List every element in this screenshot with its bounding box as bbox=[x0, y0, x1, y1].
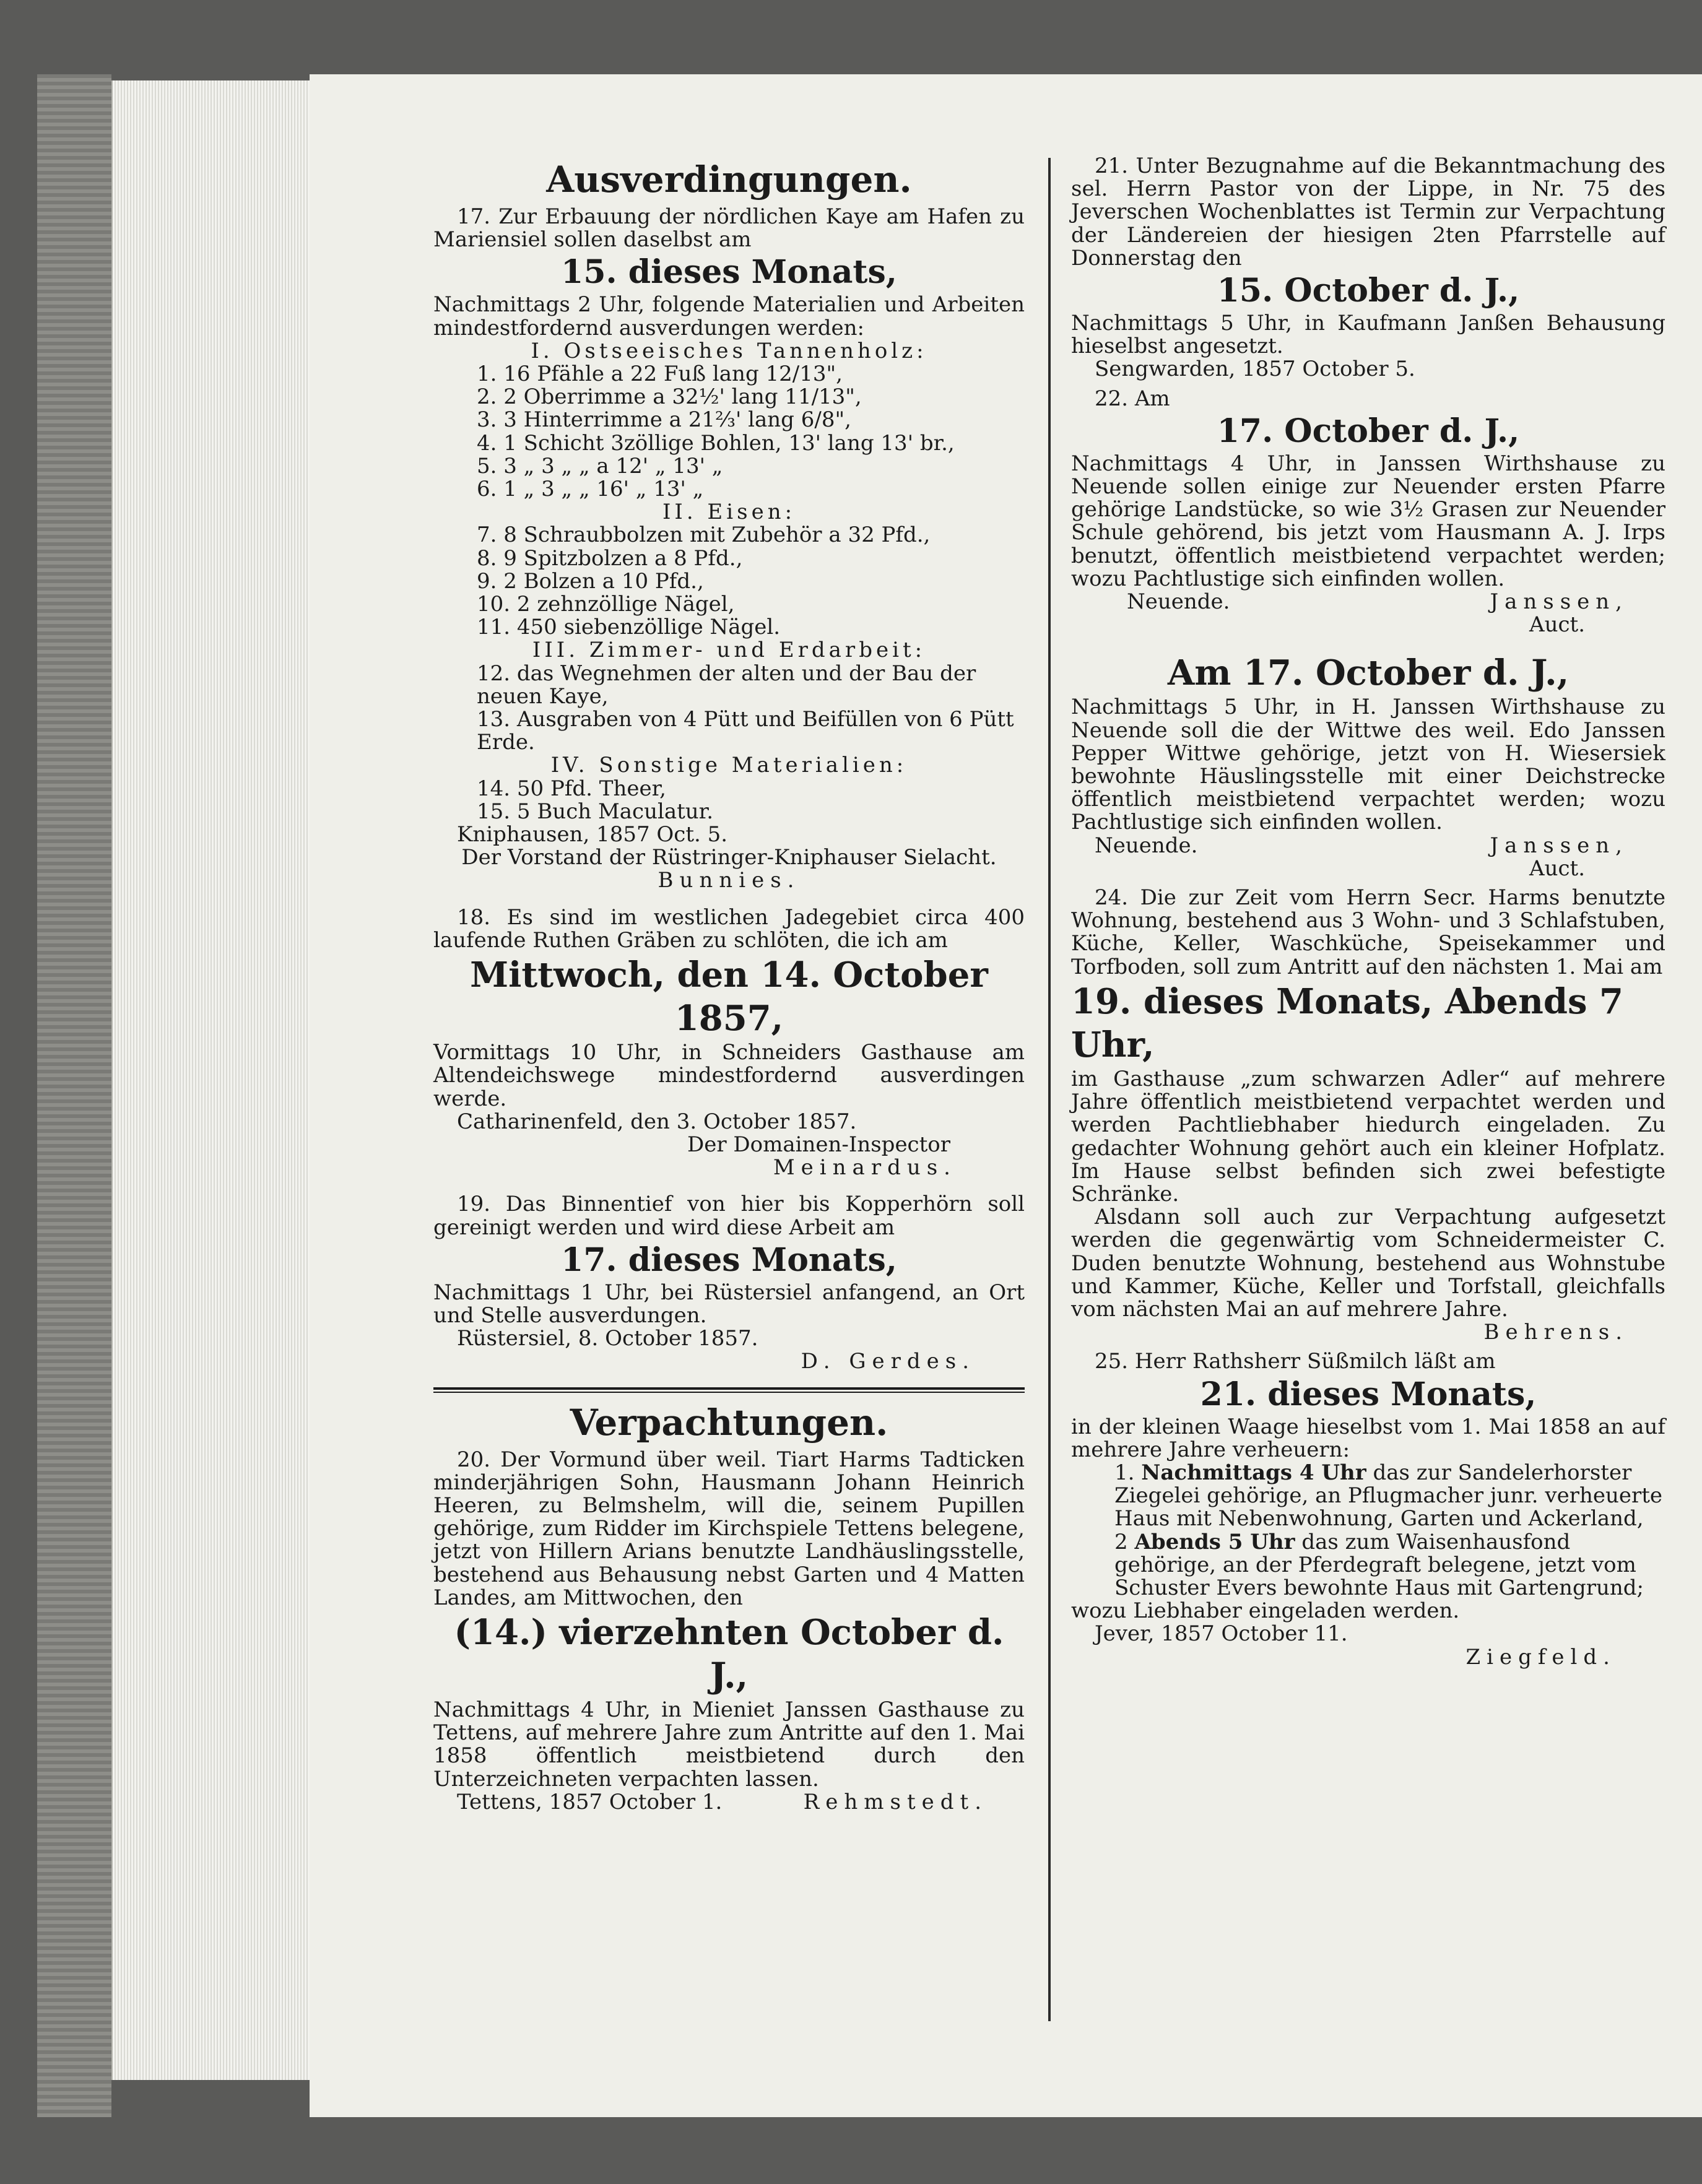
notice-place: Neuende. bbox=[1127, 589, 1230, 615]
signature: Behrens. bbox=[1483, 1320, 1628, 1345]
list-item: 10. 2 zehnzöllige Nägel, bbox=[477, 592, 735, 617]
notice-date: Mittwoch, den 14. October 1857, bbox=[470, 955, 988, 1039]
signature: Meinardus. bbox=[773, 1155, 957, 1181]
notice-17: 17. Zur Erbauung der nördlichen Kaye am Hafen zu Mariensiel sollen daselbst am 15. dieses Monats, Nachmittags 2 Uhr, folgende Materialien und Arbeiten mindestfordernd ausverdungen werden: I. Ostseeisches Tannenholz: 1. 16 Pfähle a 22 Fuß lang 12/13", 2. 2 Oberrimme a 32½' lang 11/13", 3. 3 Hinterrimme a 21⅔' lang 6/8", 4. 1 Schicht 3zöllige Bohlen, 13' lang 13' br., 5. 3 „ 3 „ „ a 12' „ 13' „ 6. 1 „ 3 „ „ 16' „ 13' „ II. Eisen: 7. 8 Schraubbolzen mit Zubehör a 32 Pfd., 8. 9 Spitzbolzen a 8 Pfd., 9. 2 Bolzen a 10 Pfd., 10. 2 zehnzöllige Nägel, 11. 450 siebenzöllige Nägel. III. Zimmer- und Erdarbeit: 12. das Wegnehmen der alten und der Bau der neuen Kaye, 13. Ausgraben von 4 Pütt und Beifüllen von 6 Pütt Erde. IV. Sonstige Materialien: 14. 50 Pfd. Theer, 15. 5 Buch Maculatur. Kniphausen, 1857 Oct. 5. Der Vorstand der Rüstringer-Kniphauser Sielacht. Bunnies. bbox=[433, 204, 1025, 893]
notice-20: 20. Der Vormund über weil. Tiart Harms Tadticken minderjährigen Sohn, Hausmann Johann Heinrich Heeren, zu Belmshelm, will die, seinem Pupillen gehörige, zum Ridder im Kirchspiele Tettens belegene, jetzt von Hillern Arians benutzte Landhäuslingsstelle, bestehend aus Behausung nebst Garten und 4 Matten Landes, am Mittwochen, den (14.) vierzehnten October d. J., Nachmittags 4 Uhr, in Mieniet Janssen Gasthause zu Tettens, auf mehrere Jahre zum Antritte auf den 1. Mai 1858 öffentlich meistbietend durch den Unterzeichneten verpachten lassen. Tettens, 1857 October 1. Rehmstedt. bbox=[433, 1447, 1025, 1814]
notice-date: 15. dieses Monats, bbox=[561, 253, 897, 292]
notice-place: Jever, 1857 October 11. bbox=[1095, 1621, 1348, 1647]
section-heading-verpachtungen: Verpachtungen. bbox=[570, 1401, 888, 1444]
notice-place: Rüstersiel, 8. October 1857. bbox=[457, 1326, 758, 1351]
notice-date: 17. dieses Monats, bbox=[561, 1241, 897, 1279]
newspaper-page bbox=[310, 74, 1702, 2117]
left-column bbox=[433, 155, 1025, 1814]
signature: Janssen, bbox=[1490, 589, 1628, 615]
list-item: 1. 16 Pfähle a 22 Fuß lang 12/13", bbox=[477, 362, 843, 387]
notice-date: 17. October d. J., bbox=[1217, 412, 1520, 450]
list-item: 8. 9 Spitzbolzen a 8 Pfd., bbox=[477, 545, 743, 571]
list-item: 2 Abends 5 Uhr das zum Waisenhausfond gehörige, an der Pferdegraft belegene, jetzt vom Schuster Evers bewohnte Haus mit Gartengrund; bbox=[1114, 1529, 1644, 1600]
group-title: III. Zimmer- und Erdarbeit: bbox=[532, 638, 926, 663]
notice-22: 22. Am 17. October d. J., Nachmittags 4 Uhr, in Janssen Wirthshause zu Neuende sollen einige zur Neuender ersten Pfarre gehörige Landstücke, so wie 3½ Grasen zur Neuender Schule gehörend, bis jetzt vom Hausmann A. J. Irps benutzt, öffentlich meistbietend verpachtet werden; wozu Pachtlustige sich einfinden wollen. Neuende. Janssen, Auct. bbox=[1071, 386, 1665, 638]
signature: Bunnies. bbox=[658, 868, 801, 893]
page-edges bbox=[111, 80, 317, 2080]
list-item: 14. 50 Pfd. Theer, bbox=[477, 776, 666, 801]
list-item: 4. 1 Schicht 3zöllige Bohlen, 13' lang 13' br., bbox=[477, 430, 955, 456]
notice-19: 19. Das Binnentief von hier bis Kopperhörn soll gereinigt werden und wird diese Arbeit am 17. dieses Monats, Nachmittags 1 Uhr, bei Rüstersiel anfangend, an Ort und Stelle ausverdungen. Rüstersiel, 8. October 1857. D. Gerdes. bbox=[433, 1192, 1025, 1374]
section-rule bbox=[433, 1387, 1025, 1393]
signature: D. Gerdes. bbox=[801, 1349, 975, 1374]
notice-place: Neuende. bbox=[1095, 833, 1198, 858]
right-column bbox=[1071, 155, 1665, 1669]
notice-date: (14.) vierzehnten October d. J., bbox=[454, 1611, 1004, 1696]
list-item: 3. 3 Hinterrimme a 21⅔' lang 6/8", bbox=[477, 407, 851, 433]
list-item: 11. 450 siebenzöllige Nägel. bbox=[477, 615, 781, 640]
list-item: 6. 1 „ 3 „ „ 16' „ 13' „ bbox=[477, 477, 704, 502]
notice-date: 19. dieses Monats, Abends 7 Uhr, bbox=[1071, 981, 1623, 1065]
notice-place: Catharinenfeld, den 3. October 1857. bbox=[457, 1109, 857, 1134]
notice-24: 24. Die zur Zeit vom Herrn Secr. Harms benutzte Wohnung, bestehend aus 3 Wohn- und 3 Schlafstuben, Küche, Keller, Waschküche, Speisekammer und Torfboden, soll zum Antritt auf den nächsten 1. Mai am 19. dieses Monats, Abends 7 Uhr, im Gasthause „zum schwarzen Adler“ auf mehrere Jahre öffentlich meistbietend verpachtet werden und werden Pachtliebhaber hiedurch eingeladen. Zu gedachter Wohnung gehört auch ein kleiner Hofplatz. Im Hause selbst befinden sich zwei befestigte Schränke. Alsdann soll auch zur Verpachtung aufgesetzt werden die gegenwärtig vom Schneidermeister C. Duden benutzte Wohnung, bestehend aus Wohnstube und Kammer, Küche, Keller und Torfstall, gleichfalls vom nächsten Mai an auf mehrere Jahre. Behrens. bbox=[1071, 885, 1665, 1345]
signature: Ziegfeld. bbox=[1465, 1644, 1616, 1670]
group-title: I. Ostseeisches Tannenholz: bbox=[531, 338, 927, 363]
list-item: 5. 3 „ 3 „ „ a 12' „ 13' „ bbox=[477, 453, 723, 479]
column-divider bbox=[1048, 158, 1051, 2021]
notice-21: 21. Unter Bezugnahme auf die Bekanntmachung des sel. Herrn Pastor von der Lippe, in Nr. 75 des Jeverschen Wochenblattes ist Termin zur Verpachtung der Ländereien der hiesigen 2ten Pfarrstelle auf Donnerstag den 15. October d. J., Nachmittags 5 Uhr, in Kaufmann Janßen Behausung hieselbst angesetzt. Sengwarden, 1857 October 5. bbox=[1071, 154, 1665, 382]
list-item: 13. Ausgraben von 4 Pütt und Beifüllen von 6 Pütt Erde. bbox=[477, 707, 1014, 755]
notice-place: Sengwarden, 1857 October 5. bbox=[1095, 357, 1415, 382]
group-title: IV. Sonstige Materialien: bbox=[550, 753, 908, 778]
notice-25: 25. Herr Rathsherr Süßmilch läßt am 21. dieses Monats, in der kleinen Waage hieselbst vom 1. Mai 1858 an auf mehrere Jahre verheuern: 1. Nachmittags 4 Uhr das zur Sandelerhorster Ziegelei gehörige, an Pflugmacher junr. verheuerte Haus mit Nebenwohnung, Garten und Ackerland, 2 Abends 5 Uhr das zum Waisenhausfond gehörige, an der Pferdegraft belegene, jetzt vom Schuster Evers bewohnte Haus mit Gartengrund; wozu Liebhaber eingeladen werden. Jever, 1857 October 11. Ziegfeld. bbox=[1071, 1349, 1665, 1670]
list-item: 7. 8 Schraubbolzen mit Zubehör a 32 Pfd., bbox=[477, 522, 931, 548]
signature: Janssen, bbox=[1490, 833, 1628, 858]
group-title: II. Eisen: bbox=[662, 500, 796, 525]
list-item: 1. Nachmittags 4 Uhr das zur Sandelerhorster Ziegelei gehörige, an Pflugmacher junr. verheuerte Haus mit Nebenwohnung, Garten und Ackerland, bbox=[1114, 1460, 1663, 1532]
list-item: 15. 5 Buch Maculatur. bbox=[477, 799, 714, 824]
list-item: 9. 2 Bolzen a 10 Pfd., bbox=[477, 568, 704, 594]
notice-23: Am 17. October d. J., Nachmittags 5 Uhr, in H. Janssen Wirthshause zu Neuende soll die der Wittwe des weil. Edo Janssen Pepper Wittwe gehörige, jetzt von H. Wiesersiek bewohnte Häuslingsstelle mit einer Deichstrecke öffentlich meistbietend verpachtet werden; wozu Pachtlustige sich einfinden wollen. Neuende. Janssen, Auct. bbox=[1071, 652, 1665, 881]
notice-18: 18. Es sind im westlichen Jadegebiet circa 400 laufende Ruthen Gräben zu schlöten, die ich am Mittwoch, den 14. October 1857, Vormittags 10 Uhr, in Schneiders Gasthause am Altendeichswege mindestfordernd ausverdingen werde. Catharinenfeld, den 3. October 1857. Der Domainen-Inspector Meinardus. bbox=[433, 904, 1025, 1181]
list-item: 12. das Wegnehmen der alten und der Bau der neuen Kaye, bbox=[477, 661, 976, 709]
list-item: 2. 2 Oberrimme a 32½' lang 11/13", bbox=[477, 384, 862, 410]
notice-place: Tettens, 1857 October 1. bbox=[457, 1789, 723, 1814]
section-heading-ausverdingungen: Ausverdingungen. bbox=[546, 158, 912, 201]
book-binding bbox=[37, 74, 111, 2117]
notice-date: 21. dieses Monats, bbox=[1200, 1375, 1537, 1413]
signature: Rehmstedt. bbox=[803, 1789, 988, 1814]
notice-place: Kniphausen, 1857 Oct. 5. bbox=[457, 822, 728, 847]
notice-date: 15. October d. J., bbox=[1217, 272, 1520, 310]
notice-date: Am 17. October d. J., bbox=[1167, 652, 1570, 694]
